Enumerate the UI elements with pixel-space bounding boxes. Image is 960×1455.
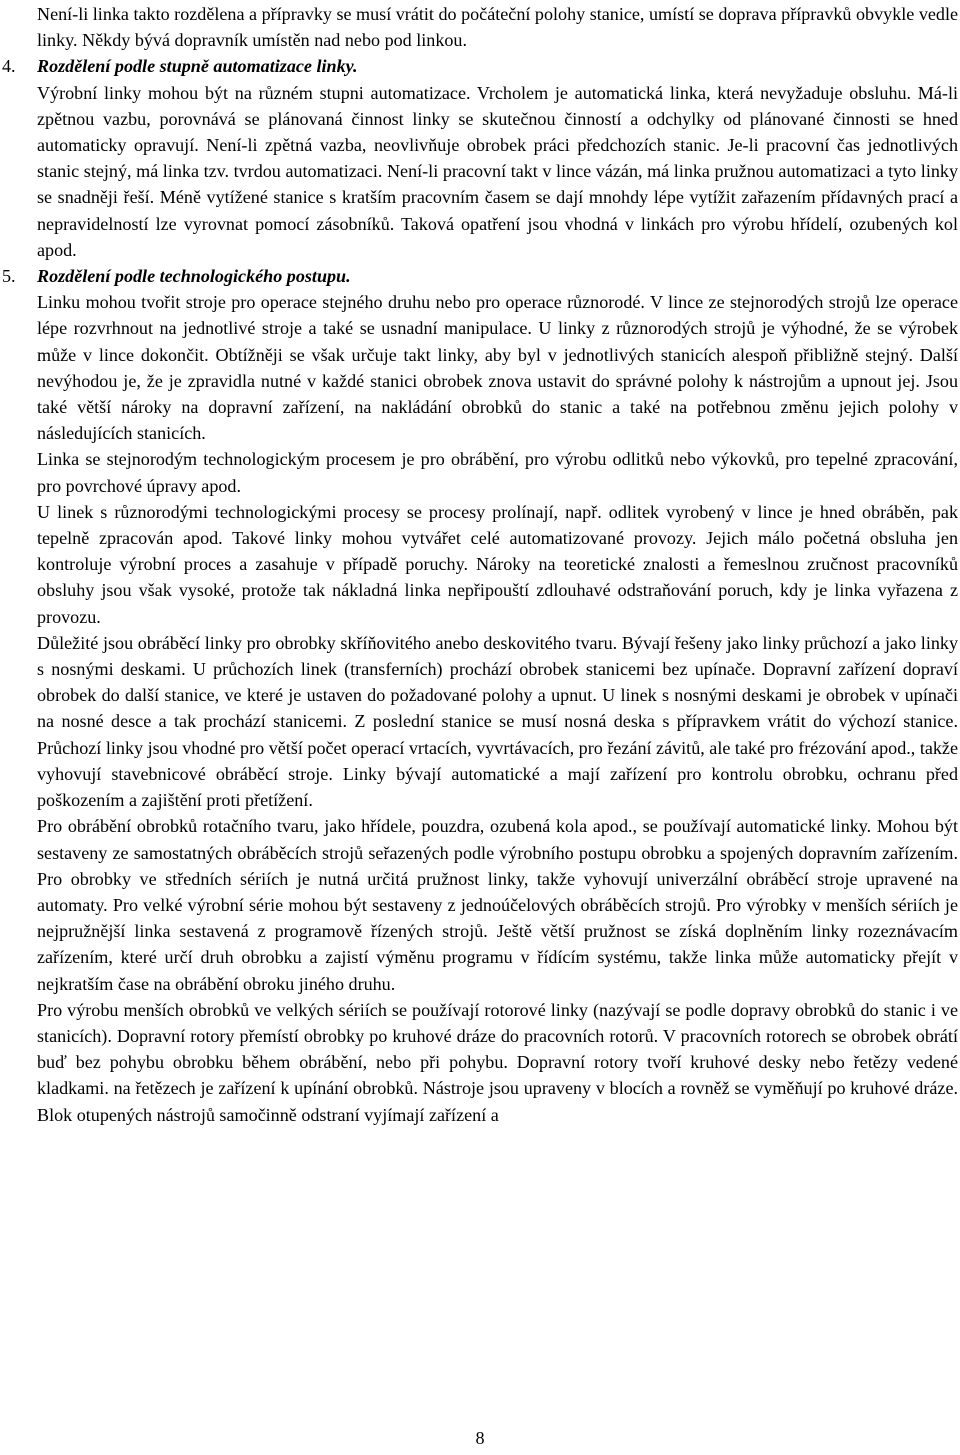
intro-paragraph: Není-li linka takto rozdělena a přípravky se musí vrátit do počáteční polohy stanice, umístí se doprava přípravků obvykle vedle linky. Někdy bývá dopravník umístěn nad nebo pod linkou. [37,4,959,51]
document-page [2,0,959,1128]
section-5-paragraph-5: Pro obrábění obrobků rotačního tvaru, jako hřídele, pouzdra, ozubená kola apod., se používají automatické linky. Mohou být sestaveny ze samostatných obráběcích strojů seřazených podle výrobního postupu obrobku a spojených dopravním zařízením. Pro obrobky ve středních sériích je nutná určitá pružnost linky, takže vyhovují univerzální obráběcí stroje upravené na automaty. Pro velké výrobní série mohou být sestaveny z jednoúčelových obráběcích strojů. Pro výrobky v menších sériích je nejpružnější linka sestavená z programově řízených strojů. Ještě větší pružnost se získá doplněním linky rozeznávacím zařízením, které určí druh obrobku a zajistí výměnu programu v řídícím systému, takže linka může automaticky přejít v nejkratším čase na obrábění obroku jiného druhu. [37,816,958,994]
section-5-title: Rozdělení podle technologického postupu. [37,266,351,287]
section-4-paragraph: Výrobní linky mohou být na různém stupni automatizace. Vrcholem je automatická linka, která nevyžaduje obsluhu. Má-li zpětnou vazbu, porovnává se plánovaná činnost linky se skutečnou činností a odchylky od plánované činnosti se hned automaticky opravují. Není-li zpětná vazba, neovlivňuje obrobek práci předchozích stanic. Je-li pracovní čas jednotlivých stanic stejný, má linka tzv. tvrdou automatizaci. Není-li pracovní takt v lince vázán, má linka pružnou automatizaci a tyto linky se snadněji řeší. Méně vytížené stanice s kratším pracovním časem se dají mnohdy lépe vytížit zařazením přídavných prací a nepravidelností lze vyrovnat pomocí zásobníků. Taková opatření jsou vhodná v linkách pro výrobu hřídelí, ozubených kol apod. [37,82,958,260]
section-4-heading [2,53,958,79]
section-5-heading [2,263,958,289]
section-5-paragraph-3: U linek s různorodými technologickými procesy se procesy prolínají, např. odlitek vyrobený v lince je hned obráběn, pak tepelně zpracován apod. Takové linky mohou vytvářet celé automatizované provozy. Jejich málo početná obsluha jen kontroluje výrobní proces a zasahuje v případě poruchy. Nároky na teoretické znalosti a řemeslnou zručnost pracovníků obsluhy jsou však vysoké, protože tak nákladná linka nepřipouští zdlouhavé odstraňování poruch, kdy je linka vyřazena z provozu. [37,501,958,627]
section-5-paragraph-4: Důležité jsou obráběcí linky pro obrobky skříňovitého anebo deskovitého tvaru. Bývají řešeny jako linky průchozí a jako linky s nosnými deskami. U průchozích linek (transferních) prochází obrobek stanicemi bez upínače. Dopravní zařízení dopraví obrobek do další stanice, ve které je ustaven do požadované polohy a upnut. U linek s nosnými deskami je obrobek v upínači na nosné desce a tak prochází stanicemi. Z poslední stanice se musí nosná deska s přípravkem vrátit do výchozí stanice. Průchozí linky jsou vhodné pro větší počet operací vrtacích, vyvrtávacích, pro řezání závitů, ale také pro frézování apod., takže vyhovují stavebnicové obráběcí stroje. Linky bývají automatické a mají zařízení pro kontrolu obrobku, ochranu před poškozením a zajištění proti přetížení. [37,632,958,811]
section-4-title: Rozdělení podle stupně automatizace linky. [37,56,358,77]
page-number: 8 [475,1428,485,1448]
section-5-paragraph-2: Linka se stejnorodým technologickým procesem je pro obrábění, pro výrobu odlitků nebo výkovků, pro tepelné zpracování, pro povrchové úpravy apod. [37,449,958,496]
section-4-number: 4. [2,56,16,77]
section-5-paragraph-6: Pro výrobu menších obrobků ve velkých sériích se používají rotorové linky (nazývají se podle dopravy obrobků do stanic i ve stanicích). Dopravní rotory přemístí obrobky po kruhové dráze do pracovních rotorů. V pracovních rotorech se obrobek obrátí buď bez pohybu obrobku během obrábění, nebo při pohybu. Dopravní rotory tvoří kruhové desky nebo řetězy vedené kladkami. na řetězech je zařízení k upínání obrobků. Nástroje jsou upraveny v blocích a rovněž se vyměňují po kruhové dráze. Blok otupených nástrojů samočinně odstraní vyjímají zařízení a [37,999,958,1125]
section-5-number: 5. [2,266,16,287]
section-5-paragraph-1: Linku mohou tvořit stroje pro operace stejného druhu nebo pro operace různorodé. V lince ze stejnorodých strojů lze operace lépe rozvrhnout na jednotlivé stroje a také se usnadní manipulace. U linky z různorodých strojů je výhodné, že se výrobek může v lince dokončit. Obtížněji se však určuje takt linky, aby byl v jednotlivých stanicích alespoň přibližně stejný. Další nevýhodou je, že je zpravidla nutné v každé stanici obrobek znova ustavit do správné polohy k nástrojům a upnout jej. Jsou také větší nároky na dopravní zařízení, na nakládání obrobků do stanic a také na potřebnou změnu jejich polohy v následujících stanicích. [37,292,958,444]
